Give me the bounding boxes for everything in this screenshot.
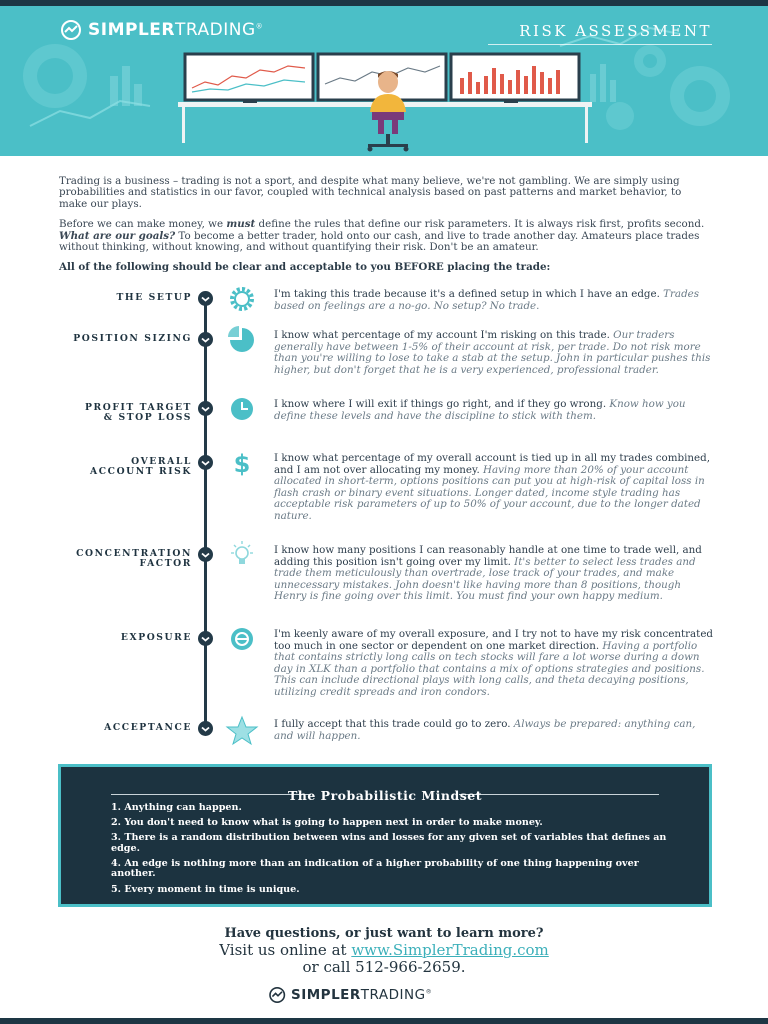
item-text: I know what percentage of my overall account is tied up in all my trades combined, and I am not over allocating my money. Having more than 20% of your account allocated in short-term, options positions can put you at high-risk of capital loss in flash crash or binary event situations. Longer dated, income style trading has acceptable risk parameters of up to 50% of your account, due to the longer dated nature. — [274, 452, 710, 522]
pie-chart-icon — [222, 323, 262, 357]
item-label: CONCENTRATION FACTOR — [76, 548, 192, 569]
lightbulb-icon — [222, 538, 262, 572]
intro-paragraph-1: Trading is a business – trading is not a sport, and despite what many believe, we're not gambling. We are simply using probabilities and statistics in our favor, coupled with technical analysis based on past patterns and market behavior, to make our plays. — [59, 175, 682, 210]
header-banner — [0, 6, 768, 156]
check-icon — [198, 547, 213, 562]
intro-lead: All of the following should be clear and acceptable to you BEFORE placing the trade: — [59, 261, 551, 274]
mindset-title: The Probabilistic Mindset — [287, 788, 483, 803]
brand-name: SIMPLERTRADING® — [88, 20, 264, 40]
item-label: EXPOSURE — [120, 632, 192, 643]
brand-name: SIMPLERTRADING® — [291, 987, 433, 1003]
check-icon — [198, 631, 213, 646]
page-title: RISK ASSESSMENT — [519, 22, 712, 40]
check-icon — [198, 455, 213, 470]
item-text: I know what percentage of my account I'm risking on this trade. Our traders generally have between 1-5% of their account at risk, per trade. Do not risk more than you're willing to lose to take a stab at the setup. John in particular pushes this higher, but don't forget that he is a very experienced, professional trader. — [274, 329, 711, 376]
brand-mark-icon — [60, 20, 84, 40]
check-icon — [198, 721, 213, 736]
brand-logo[interactable] — [60, 20, 263, 40]
footer-brand-logo[interactable] — [268, 987, 432, 1003]
item-label: ACCEPTANCE — [104, 722, 192, 733]
intro-paragraph-2: Before we can make money, we must define the rules that define our risk parameters. It is always risk first, profits second. What are our goals? To become a better trader, hold onto our cash, and live to trade another day. Amateurs place trades without thinking, without knowing, and without quantifying their risk. Don't be an amateur. — [59, 218, 705, 254]
item-text: I'm keenly aware of my overall exposure, and I try not to have my risk concentrated too much in one sector or dependent on one market direction. Having a portfolio that contains strictly long calls on tech stocks will fare a lot worse during a down day in XLK than a portfolio that contains a mix of options strategies and positions. This can include directional plays with long calls, and theta decaying positions, utilizing credit spreads and iron condors. — [274, 628, 714, 698]
footer-visit: Visit us online at www.SimplerTrading.com — [219, 941, 549, 959]
list-item: 2. You don't need to know what is going to happen next in order to make money. — [111, 817, 543, 829]
item-text: I'm taking this trade because it's a defined setup in which I have an edge. Trades based on feelings are a no-go. No setup? No trade. — [274, 288, 700, 312]
item-label: THE SETUP — [116, 292, 192, 303]
footer-question: Have questions, or just want to learn more? — [224, 926, 544, 941]
mindset-list — [111, 803, 681, 900]
timeline-line — [204, 296, 207, 728]
item-label: POSITION SIZING — [73, 333, 192, 344]
target-icon — [222, 622, 262, 656]
dollar-icon — [222, 446, 262, 480]
website-link[interactable]: www.SimplerTrading.com — [351, 941, 549, 959]
check-icon — [198, 332, 213, 347]
list-item: 1. Anything can happen. — [111, 802, 242, 813]
intro-section — [59, 176, 711, 283]
mindset-box — [58, 764, 712, 907]
list-item: 3. There is a random distribution between wins and losses for any given set of variables that defines an edge. — [111, 832, 667, 854]
brand-mark-icon — [268, 987, 288, 1003]
title-underline — [488, 44, 712, 45]
item-text: I know where I will exit if things go right, and if they go wrong. Know how you define these levels and have the discipline to stick with them. — [274, 398, 686, 422]
item-text: I know how many positions I can reasonably handle at one time to trade well, and adding this position isn't going over my limit. It's better to select less trades and trade them meticulously than overtrade, lose track of your trades, and make unnecessary mistakes. John doesn't like having more than 8 positions, though Henry is fine going over this limit. You must find your own happy medium. — [274, 544, 702, 603]
check-icon — [198, 291, 213, 306]
clock-icon — [222, 392, 262, 426]
bottom-bar — [0, 1018, 768, 1024]
item-text: I fully accept that this trade could go to zero. Always be prepared: anything can, and will happen. — [274, 718, 696, 742]
check-icon — [198, 401, 213, 416]
list-item: 5. Every moment in time is unique. — [111, 883, 300, 895]
footer-phone: or call 512-966-2659. — [302, 958, 466, 976]
gear-icon — [222, 282, 262, 316]
svg-text:$: $ — [233, 450, 251, 478]
star-icon — [222, 713, 262, 747]
item-label: OVERALL ACCOUNT RISK — [90, 456, 192, 477]
list-item: 4. An edge is nothing more than an indication of a higher probability of one thing happening over another. — [111, 857, 639, 880]
item-label: PROFIT TARGET & STOP LOSS — [85, 402, 192, 423]
footer — [0, 926, 768, 976]
